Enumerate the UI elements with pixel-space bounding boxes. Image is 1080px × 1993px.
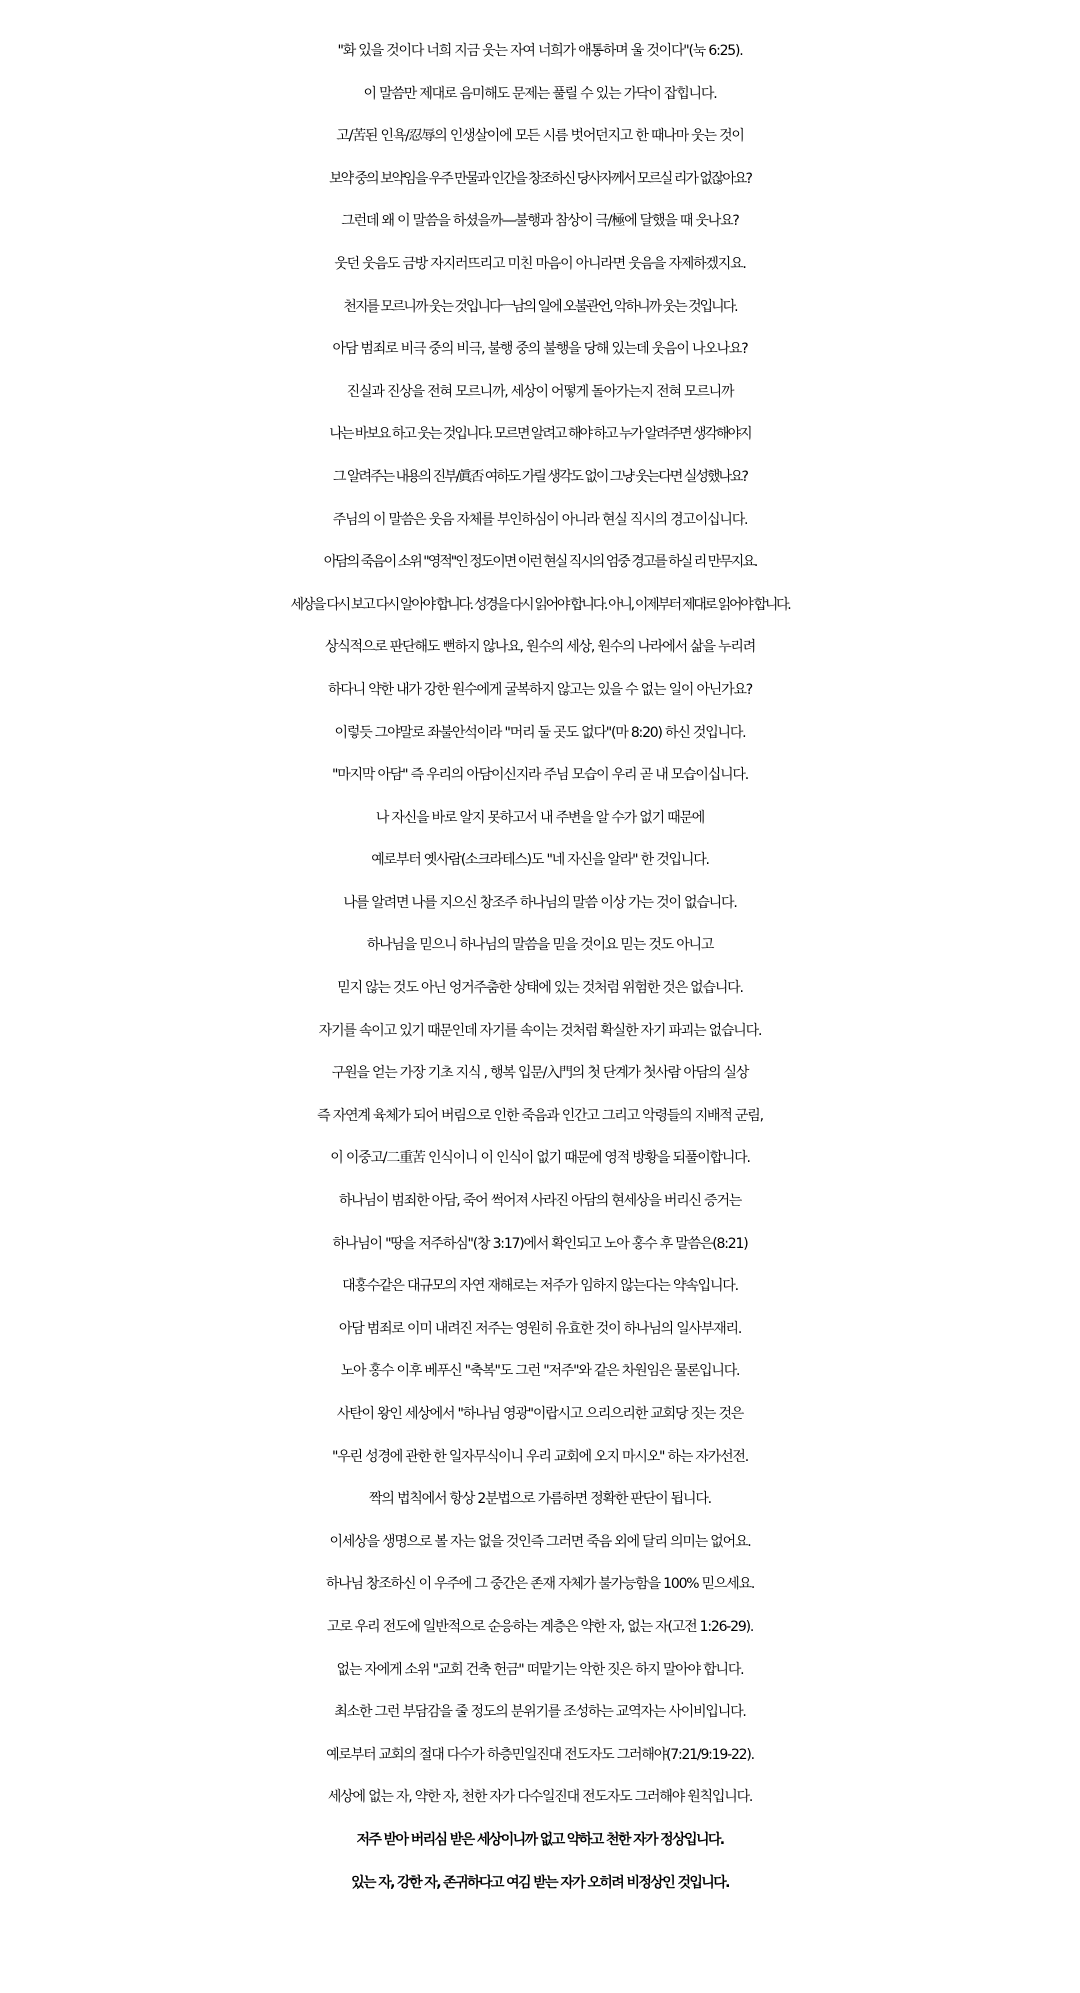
text-line-20: 예로부터 옛사람(소크라테스)도 "네 자신을 알라" 한 것입니다. [371, 852, 709, 869]
text-line-5: 그런데 왜 이 말씀을 하셨을까―불행과 참상이 극/極에 달했을 때 웃나요? [341, 213, 739, 230]
text-line-30: 대홍수같은 대규모의 자연 재해로는 저주가 임하지 않는다는 약속입니다. [342, 1278, 738, 1295]
text-line-41: 예로부터 교회의 절대 다수가 하층민일진대 전도자도 그러해야(7:21/9:19-22). [326, 1746, 754, 1763]
text-line-3: 고/苦된 인욕/忍辱의 인생살이에 모든 시름 벗어던지고 한 때나마 웃는 것이 [336, 128, 744, 145]
text-line-10: 나는 바보요 하고 웃는 것입니다. 모르면 알려고 해야 하고 누가 알려주면 생각해야지 [329, 426, 751, 443]
text-line-2: 이 말씀만 제대로 음미해도 문제는 풀릴 수 있는 가닥이 잡힙니다. [363, 85, 717, 102]
text-line-4: 보약 중의 보약임을 우주 만물과 인간을 창조하신 당사자께서 모르실 리가 없잖아요? [329, 170, 751, 187]
text-line-28: 하나님이 범죄한 아담, 죽어 썩어져 사라진 아담의 현세상을 버리신 증거는 [338, 1193, 742, 1210]
text-line-27: 이 이중고/二重苦 인식이니 이 인식이 없기 때문에 영적 방황을 되풀이합니다. [330, 1150, 750, 1167]
text-line-6: 웃던 웃음도 금방 자지러뜨리고 미친 마음이 아니라면 웃음을 자제하겠지요. [334, 255, 746, 272]
text-line-24: 자기를 속이고 있기 때문인데 자기를 속이는 것처럼 확실한 자기 파괴는 없습니다. [318, 1022, 762, 1039]
text-line-43: 저주 받아 버리심 받은 세상이니까 없고 약하고 천한 자가 정상입니다. [356, 1831, 724, 1848]
text-line-25: 구원을 얻는 가장 기초 지식 , 행복 입문/入門의 첫 단계가 첫사람 아담의 실상 [331, 1065, 749, 1082]
text-line-39: 없는 자에게 소위 "교회 건축 헌금" 떠맡기는 악한 짓은 하지 말아야 합니다. [336, 1661, 744, 1678]
text-line-44: 있는 자, 강한 자, 존귀하다고 여김 받는 자가 오히려 비정상인 것입니다. [351, 1874, 729, 1891]
text-line-18: "마지막 아담" 즉 우리의 아담이신지라 주님 모습이 우리 곧 내 모습이십니다. [332, 767, 748, 784]
text-line-1: "화 있을 것이다 너희 지금 웃는 자여 너희가 애통하며 울 것이다"(눅 6:25). [337, 43, 743, 59]
text-line-37: 하나님 창조하신 이 우주에 그 중간은 존재 자체가 불가능함을 100% 믿으세요. [325, 1576, 755, 1593]
text-line-11: 그 알려주는 내용의 진부/眞否 여하도 가릴 생각도 없이 그냥 웃는다면 실성했나요? [333, 468, 747, 485]
text-line-40: 최소한 그런 부담감을 줄 정도의 분위기를 조성하는 교역자는 사이비입니다. [334, 1704, 746, 1721]
text-line-33: 사탄이 왕인 세상에서 "하나님 영광"이랍시고 으리으리한 교회당 짓는 것은 [336, 1406, 744, 1422]
text-line-16: 하다니 약한 내가 강한 원수에게 굴복하지 않고는 있을 수 없는 일이 아닌가요? [327, 681, 753, 698]
text-body [0, 30, 1080, 1904]
text-line-8: 아담 범죄로 비극 중의 비극, 불행 중의 불행을 당해 있는데 웃음이 나오나요? [332, 341, 748, 358]
text-line-13: 아담의 죽음이 소위 "영적"인 정도이면 이런 현실 직시의 엄중 경고를 하실 리 만무지요. [323, 554, 757, 571]
text-line-31: 아담 범죄로 이미 내려진 저주는 영원히 유효한 것이 하나님의 일사부재리. [338, 1320, 742, 1337]
text-line-34: "우린 성경에 관한 한 일자무식이니 우리 교회에 오지 마시오" 하는 자가선전. [332, 1448, 748, 1465]
text-line-23: 믿지 않는 것도 아닌 엉거주춤한 상태에 있는 것처럼 위험한 것은 없습니다. [337, 980, 743, 997]
text-line-26: 즉 자연계 육체가 되어 버림으로 인한 죽음과 인간고 그리고 악령들의 지배적 군림, [317, 1107, 763, 1124]
text-line-21: 나를 알려면 나를 지으신 창조주 하나님의 말씀 이상 가는 것이 없습니다. [343, 894, 737, 911]
text-line-7: 천지를 모르니까 웃는 것입니다ㅡ남의 일에 오불관언, 악하니까 웃는 것입니다. [343, 298, 737, 315]
text-line-15: 상식적으로 판단해도 뻔하지 않나요, 원수의 세상, 원수의 나라에서 삶을 누리려 [324, 639, 756, 656]
text-line-12: 주님의 이 말씀은 웃음 자체를 부인하심이 아니라 현실 직시의 경고이십니다. [332, 511, 748, 528]
text-line-42: 세상에 없는 자, 약한 자, 천한 자가 다수일진대 전도자도 그러해야 원칙입니다. [327, 1789, 753, 1806]
text-line-32: 노아 홍수 이후 베푸신 "축복"도 그런 "저주"와 같은 차원임은 물론입니다. [340, 1363, 740, 1380]
text-line-38: 고로 우리 전도에 일반적으로 순응하는 계층은 약한 자, 없는 자(고전 1:26-29). [326, 1618, 754, 1635]
text-line-14: 세상을 다시 보고 다시 알아야 합니다. 성경을 다시 읽어야 합니다. 아니, 이제부터 제대로 읽어야 합니다. [290, 596, 790, 613]
text-line-29: 하나님이 "땅을 저주하심"(창 3:17)에서 확인되고 노아 홍수 후 말씀은(8:21) [332, 1235, 748, 1252]
text-line-9: 진실과 진상을 전혀 모르니까, 세상이 어떻게 돌아가는지 전혀 모르니까 [346, 383, 734, 400]
text-line-36: 이세상을 생명으로 볼 자는 없을 것인즉 그러면 죽음 외에 달리 의미는 없어요. [329, 1533, 751, 1550]
text-line-22: 하나님을 믿으니 하나님의 말씀을 믿을 것이요 믿는 것도 아니고 [366, 937, 714, 954]
text-line-19: 나 자신을 바로 알지 못하고서 내 주변을 알 수가 없기 때문에 [375, 809, 705, 826]
text-line-17: 이렇듯 그야말로 좌불안석이라 "머리 둘 곳도 없다"(마 8:20) 하신 것입니다. [334, 724, 746, 741]
text-line-35: 짝의 법칙에서 항상 2분법으로 가름하면 정확한 판단이 됩니다. [369, 1491, 711, 1508]
